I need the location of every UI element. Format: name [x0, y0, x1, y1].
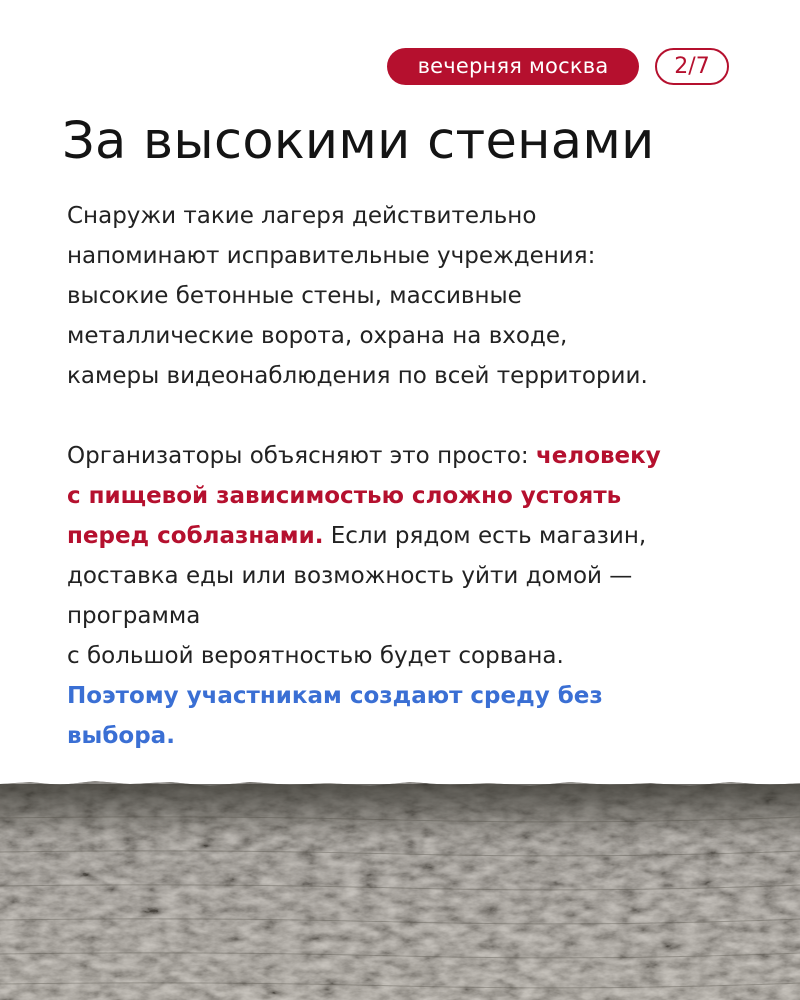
paragraph-2-text: Если рядом есть магазин, — [323, 523, 647, 549]
paragraph-2-line: с большой вероятностью будет сорвана. — [67, 643, 564, 669]
highlight-red: с пищевой зависимостью сложно устоять — [67, 483, 622, 509]
paragraph-1-line: Снаружи такие лагеря действительно — [67, 203, 537, 229]
paragraph-1-line: высокие бетонные стены, массивные — [67, 283, 522, 309]
highlight-red: человеку — [535, 443, 661, 469]
paragraph-2 — [67, 436, 767, 756]
page-title: За высокими стенами — [62, 112, 655, 171]
paragraph-1-line: металлические ворота, охрана на входе, — [67, 323, 568, 349]
highlight-blue: Поэтому участникам создают среду без — [67, 683, 603, 709]
paragraph-2-text: Организаторы объясняют это просто: — [67, 443, 536, 469]
highlight-blue: выбора. — [67, 723, 175, 749]
paragraph-1-line: камеры видеонаблюдения по всей территории. — [67, 363, 648, 389]
stone-wall-image — [0, 770, 800, 1000]
brand-badge: вечерняя москва — [387, 48, 639, 85]
paragraph-2-line — [67, 516, 767, 556]
paragraph-1-line: напоминают исправительные учреждения: — [67, 243, 596, 269]
paragraph-2-line: программа — [67, 603, 201, 629]
page-counter: 2/7 — [655, 48, 729, 85]
paragraph-2-line: доставка еды или возможность уйти домой — — [67, 563, 633, 589]
stone-wall-graphic — [0, 770, 800, 1000]
paragraph-2-line — [67, 436, 767, 476]
highlight-red: перед соблазнами. — [67, 523, 324, 549]
paragraph-1 — [67, 196, 767, 396]
